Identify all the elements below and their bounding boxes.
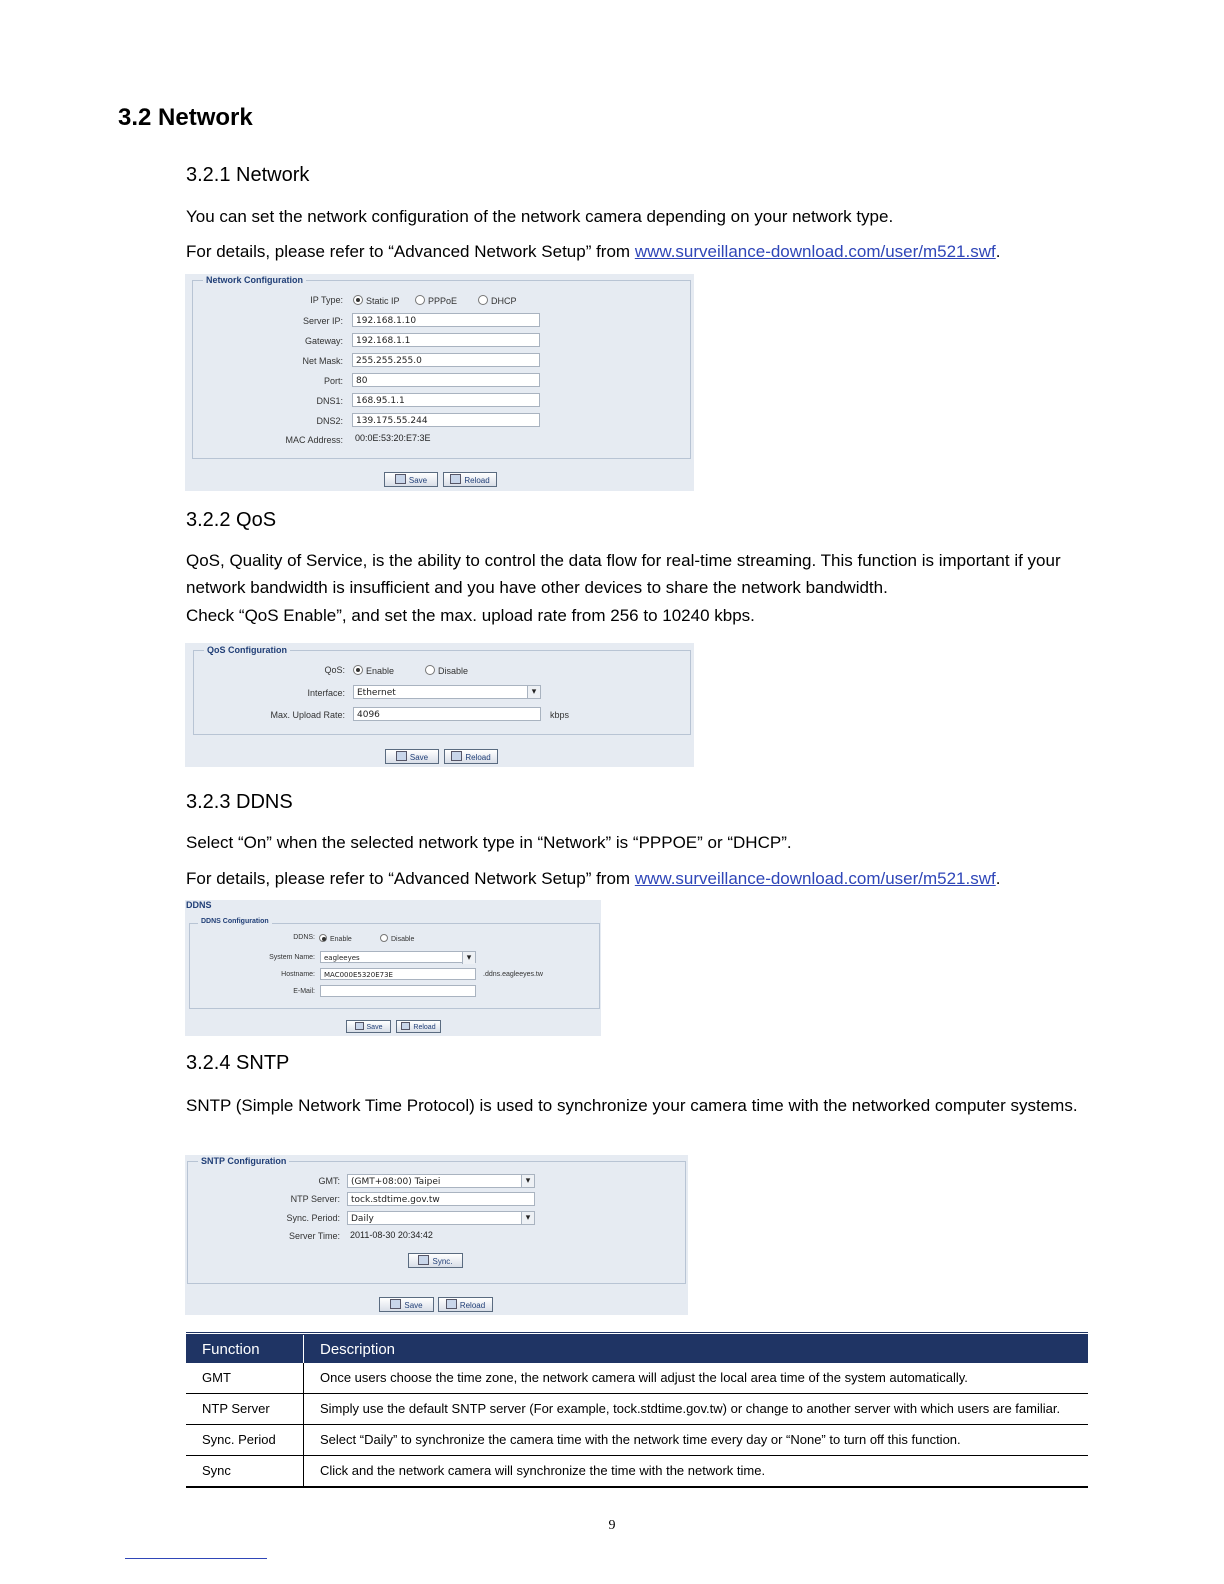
ddns-reload-button[interactable]: Reload [396, 1020, 441, 1033]
dns2-input[interactable]: 139.175.55.244 [352, 413, 540, 427]
network-save-button[interactable]: Save [384, 472, 438, 487]
gateway-input[interactable]: 192.168.1.1 [352, 333, 540, 347]
server-ip-input[interactable]: 192.168.1.10 [352, 313, 540, 327]
qos-label: QoS: [324, 665, 345, 675]
radio-static-ip[interactable]: Static IP [353, 295, 400, 306]
upload-rate-label: Max. Upload Rate: [270, 710, 345, 720]
function-cell: Sync. Period [186, 1425, 304, 1456]
save-icon [390, 1299, 401, 1309]
download-link[interactable]: www.surveillance-download.com/user/m521.swf [634, 242, 996, 261]
column-header-function: Function [186, 1334, 304, 1364]
function-cell: Sync [186, 1456, 304, 1488]
save-icon [396, 751, 407, 761]
reload-icon [401, 1022, 410, 1030]
reload-icon [451, 751, 462, 761]
column-header-description: Description [304, 1334, 1089, 1364]
dns1-label: DNS1: [316, 396, 343, 406]
ntp-server-input[interactable]: tock.stdtime.gov.tw [347, 1192, 535, 1206]
function-cell: NTP Server [186, 1394, 304, 1425]
network-reload-button[interactable]: Reload [443, 472, 497, 487]
sync-button[interactable]: Sync. [408, 1253, 463, 1268]
net-mask-label: Net Mask: [302, 356, 343, 366]
subsection-title-ddns: 3.2.3 DDNS [186, 791, 293, 813]
email-input[interactable] [320, 985, 476, 997]
hostname-input[interactable]: MAC000E5320E73E [320, 968, 476, 980]
server-time-label: Server Time: [288, 1231, 340, 1241]
description-cell: Simply use the default SNTP server (For example, tock.stdtime.gov.tw) or change to another server with which users are familiar. [304, 1394, 1089, 1425]
port-label: Port: [323, 376, 343, 386]
description-cell: Once users choose the time zone, the network camera will adjust the local area time of the system automatically. [304, 1363, 1089, 1394]
sync-period-label: Sync. Period: [286, 1213, 340, 1223]
radio-pppoe[interactable]: PPPoE [415, 295, 457, 306]
qos-reload-button[interactable]: Reload [444, 749, 498, 764]
subsection-title-network: 3.2.1 Network [186, 164, 310, 186]
sntp-description: SNTP (Simple Network Time Protocol) is used to synchronize your camera time with the networked computer systems. [186, 1096, 1078, 1115]
kbps-unit: kbps [550, 710, 570, 720]
table-row [186, 1456, 1088, 1488]
network-details: For details, please refer to “Advanced Network Setup” from www.surveillance-download.com/user/m521.swf. [186, 242, 1001, 261]
sntp-config-panel [185, 1155, 688, 1315]
ip-type-label: IP Type: [310, 295, 343, 305]
function-cell: GMT [186, 1363, 304, 1394]
download-link[interactable]: www.surveillance-download.com/user/m521.swf [634, 869, 996, 888]
radio-dhcp[interactable]: DHCP [478, 295, 517, 306]
table-row [186, 1425, 1088, 1456]
sntp-save-button[interactable]: Save [379, 1297, 434, 1312]
mac-address-value: 00:0E:53:20:E7:3E [355, 433, 431, 443]
table-row [186, 1363, 1088, 1394]
system-name-select[interactable]: eagleeyes ▾ [320, 951, 476, 963]
reload-icon [446, 1299, 457, 1309]
table-header-row [186, 1334, 1088, 1364]
gmt-label: GMT: [318, 1176, 340, 1186]
ddns-legend: DDNS Configuration [198, 918, 272, 925]
reload-icon [450, 474, 461, 484]
network-intro: You can set the network configuration of the network camera depending on your network type. [186, 207, 894, 226]
gateway-label: Gateway: [304, 336, 343, 346]
network-config-panel [185, 274, 694, 491]
section-heading: 3.2 Network [118, 104, 253, 131]
qos-save-button[interactable]: Save [385, 749, 439, 764]
ddns-config-panel [185, 900, 601, 1036]
save-icon [395, 474, 406, 484]
dns1-input[interactable]: 168.95.1.1 [352, 393, 540, 407]
hostname-label: Hostname: [281, 971, 315, 978]
port-input[interactable]: 80 [352, 373, 540, 387]
ddns-header: DDNS [186, 900, 212, 910]
network-fieldset [192, 280, 691, 459]
interface-select[interactable]: Ethernet ▾ [353, 685, 541, 699]
description-cell: Click and the network camera will synchronize the time with the network time. [304, 1456, 1089, 1488]
function-table [186, 1332, 1088, 1488]
qos-legend: QoS Configuration [204, 645, 290, 655]
network-legend: Network Configuration [203, 275, 306, 285]
gmt-select[interactable]: (GMT+08:00) Taipei ▾ [347, 1174, 535, 1188]
ddns-description: Select “On” when the selected network type in “Network” is “PPPOE” or “DHCP”. [186, 833, 792, 852]
sntp-legend: SNTP Configuration [198, 1156, 289, 1166]
table-row [186, 1394, 1088, 1425]
dns2-label: DNS2: [316, 416, 343, 426]
qos-instruction: Check “QoS Enable”, and set the max. upload rate from 256 to 10240 kbps. [186, 606, 755, 625]
qos-enable-radio[interactable]: Enable [353, 665, 394, 676]
description-cell: Select “Daily” to synchronize the camera time with the network time every day or “None” to turn off this function. [304, 1425, 1089, 1456]
net-mask-input[interactable]: 255.255.255.0 [352, 353, 540, 367]
ddns-disable-radio[interactable]: Disable [380, 934, 414, 943]
server-time-value: 2011-08-30 20:34:42 [350, 1230, 433, 1240]
system-name-label: System Name: [269, 954, 315, 961]
hostname-suffix: .ddns.eagleeyes.tw [483, 971, 543, 978]
subsection-title-sntp: 3.2.4 SNTP [186, 1052, 290, 1074]
qos-description: QoS, Quality of Service, is the ability to control the data flow for real-time streaming. This function is important if your network bandwidth is insufficient and you have other devices to share the network bandwidth. [186, 551, 1061, 597]
ddns-save-button[interactable]: Save [346, 1020, 391, 1033]
sync-period-select[interactable]: Daily ▾ [347, 1211, 535, 1225]
server-ip-label: Server IP: [302, 316, 343, 326]
interface-label: Interface: [307, 688, 345, 698]
ntp-server-label: NTP Server: [290, 1194, 340, 1204]
sntp-reload-button[interactable]: Reload [438, 1297, 493, 1312]
footnote-divider [125, 1558, 267, 1559]
mac-address-label: MAC Address: [285, 435, 343, 445]
sync-icon [418, 1255, 429, 1265]
qos-disable-radio[interactable]: Disable [425, 665, 468, 676]
ddns-enable-radio[interactable]: Enable [319, 934, 352, 943]
ddns-details: For details, please refer to “Advanced Network Setup” from www.surveillance-download.com/user/m521.swf. [186, 869, 1001, 888]
ddns-label: DDNS: [293, 934, 315, 941]
upload-rate-input[interactable]: 4096 [353, 707, 541, 721]
save-icon [355, 1022, 364, 1030]
qos-config-panel [185, 643, 694, 767]
email-label: E-Mail: [293, 988, 315, 995]
subsection-title-qos: 3.2.2 QoS [186, 509, 277, 531]
page-number: 9 [608, 1518, 616, 1533]
